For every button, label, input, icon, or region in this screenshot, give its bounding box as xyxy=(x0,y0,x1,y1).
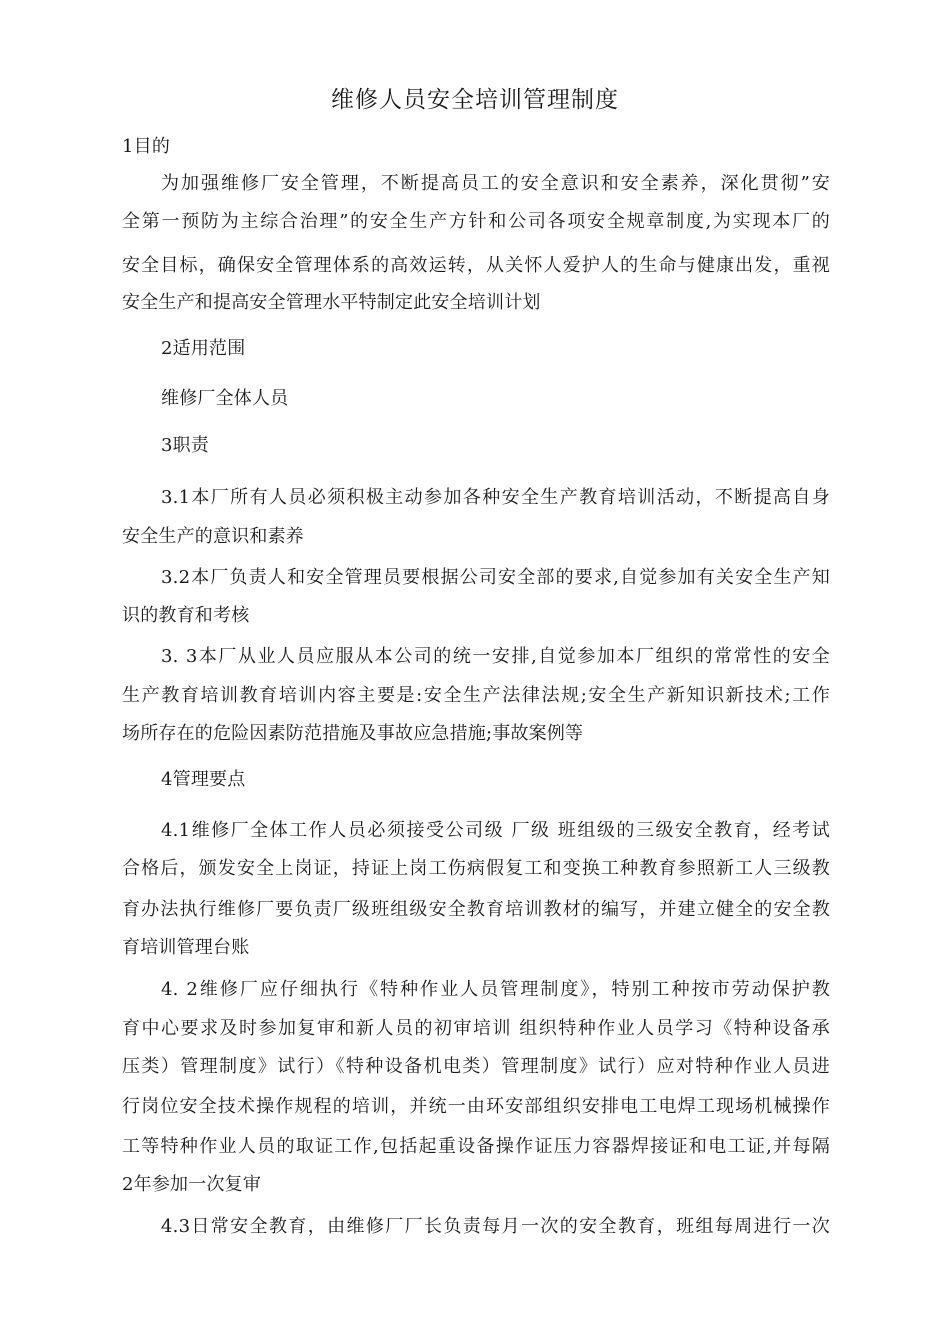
paragraph-line: 3. 3本厂从业人员应服从本公司的统一安排,自觉参加本厂组织的常常性的安全 xyxy=(161,646,830,667)
paragraph-line: 3.2本厂负责人和安全管理员要根据公司安全部的要求,自觉参加有关安全生产知 xyxy=(161,567,830,588)
paragraph-line: 合格后，颁发安全上岗证，持证上岗工伤病假复工和变换工种教育参照新工人三级教 xyxy=(122,858,830,879)
paragraph-line: 育办法执行维修厂要负责厂级班组级安全教育培训教材的编写，并建立健全的安全教 xyxy=(122,899,830,920)
paragraph-line: 4.1维修厂全体工作人员必须接受公司级 厂级 班组级的三级安全教育，经考试 xyxy=(161,820,830,841)
paragraph-line: 为加强维修厂安全管理，不断提高员工的安全意识和安全素养，深化贯彻”安 xyxy=(161,173,830,194)
paragraph-line: 压类）管理制度》试行）《特种设备机电类）管理制度》试行）应对特种作业人员进 xyxy=(122,1056,830,1077)
paragraph-line: 安全生产的意识和素养 xyxy=(122,526,304,547)
paragraph-line: 全第一预防为主综合治理”的安全生产方针和公司各项安全规章制度,为实现本厂的 xyxy=(122,211,830,232)
paragraph-line: 安全生产和提高安全管理水平特制定此安全培训计划 xyxy=(122,292,541,313)
section-heading-scope: 2适用范围 xyxy=(161,338,246,359)
paragraph-line: 4.3日常安全教育，由维修厂厂长负责每月一次的安全教育，班组每周进行一次 xyxy=(161,1216,830,1237)
paragraph-line: 工等特种作业人员的取证工作,包括起重设备操作证压力容器焊接证和电工证,并每隔 xyxy=(122,1136,830,1157)
document-title: 维修人员安全培训管理制度 xyxy=(331,87,619,113)
paragraph-line: 育中心要求及时参加复审和新人员的初审培训 组织特种作业人员学习《特种设备承 xyxy=(122,1018,830,1039)
paragraph-line: 育培训管理台账 xyxy=(122,937,250,958)
section-heading-key-points: 4管理要点 xyxy=(161,769,246,790)
paragraph-line: 3.1本厂所有人员必须积极主动参加各种安全生产教育培训活动，不断提高自身 xyxy=(161,487,830,508)
section-heading-duties: 3职责 xyxy=(161,435,210,456)
paragraph-line: 识的教育和考核 xyxy=(122,605,250,626)
section-heading-purpose: 1目的 xyxy=(122,136,171,157)
paragraph-line: 安全目标，确保安全管理体系的高效运转，从关怀人爱护人的生命与健康出发，重视 xyxy=(122,255,830,276)
paragraph-line: 行岗位安全技术操作规程的培训，并统一由环安部组织安排电工电焊工现场机械操作 xyxy=(122,1096,830,1117)
paragraph-line: 2年参加一次复审 xyxy=(122,1174,262,1195)
paragraph-line: 维修厂全体人员 xyxy=(161,388,289,409)
paragraph-line: 4. 2维修厂应仔细执行《特种作业人员管理制度》，特别工种按市劳动保护教 xyxy=(161,979,830,1000)
paragraph-line: 生产教育培训教育培训内容主要是:安全生产法律法规;安全生产新知识新技术;工作 xyxy=(122,685,830,706)
paragraph-line: 场所存在的危险因素防范措施及事故应急措施;事故案例等 xyxy=(122,723,584,744)
